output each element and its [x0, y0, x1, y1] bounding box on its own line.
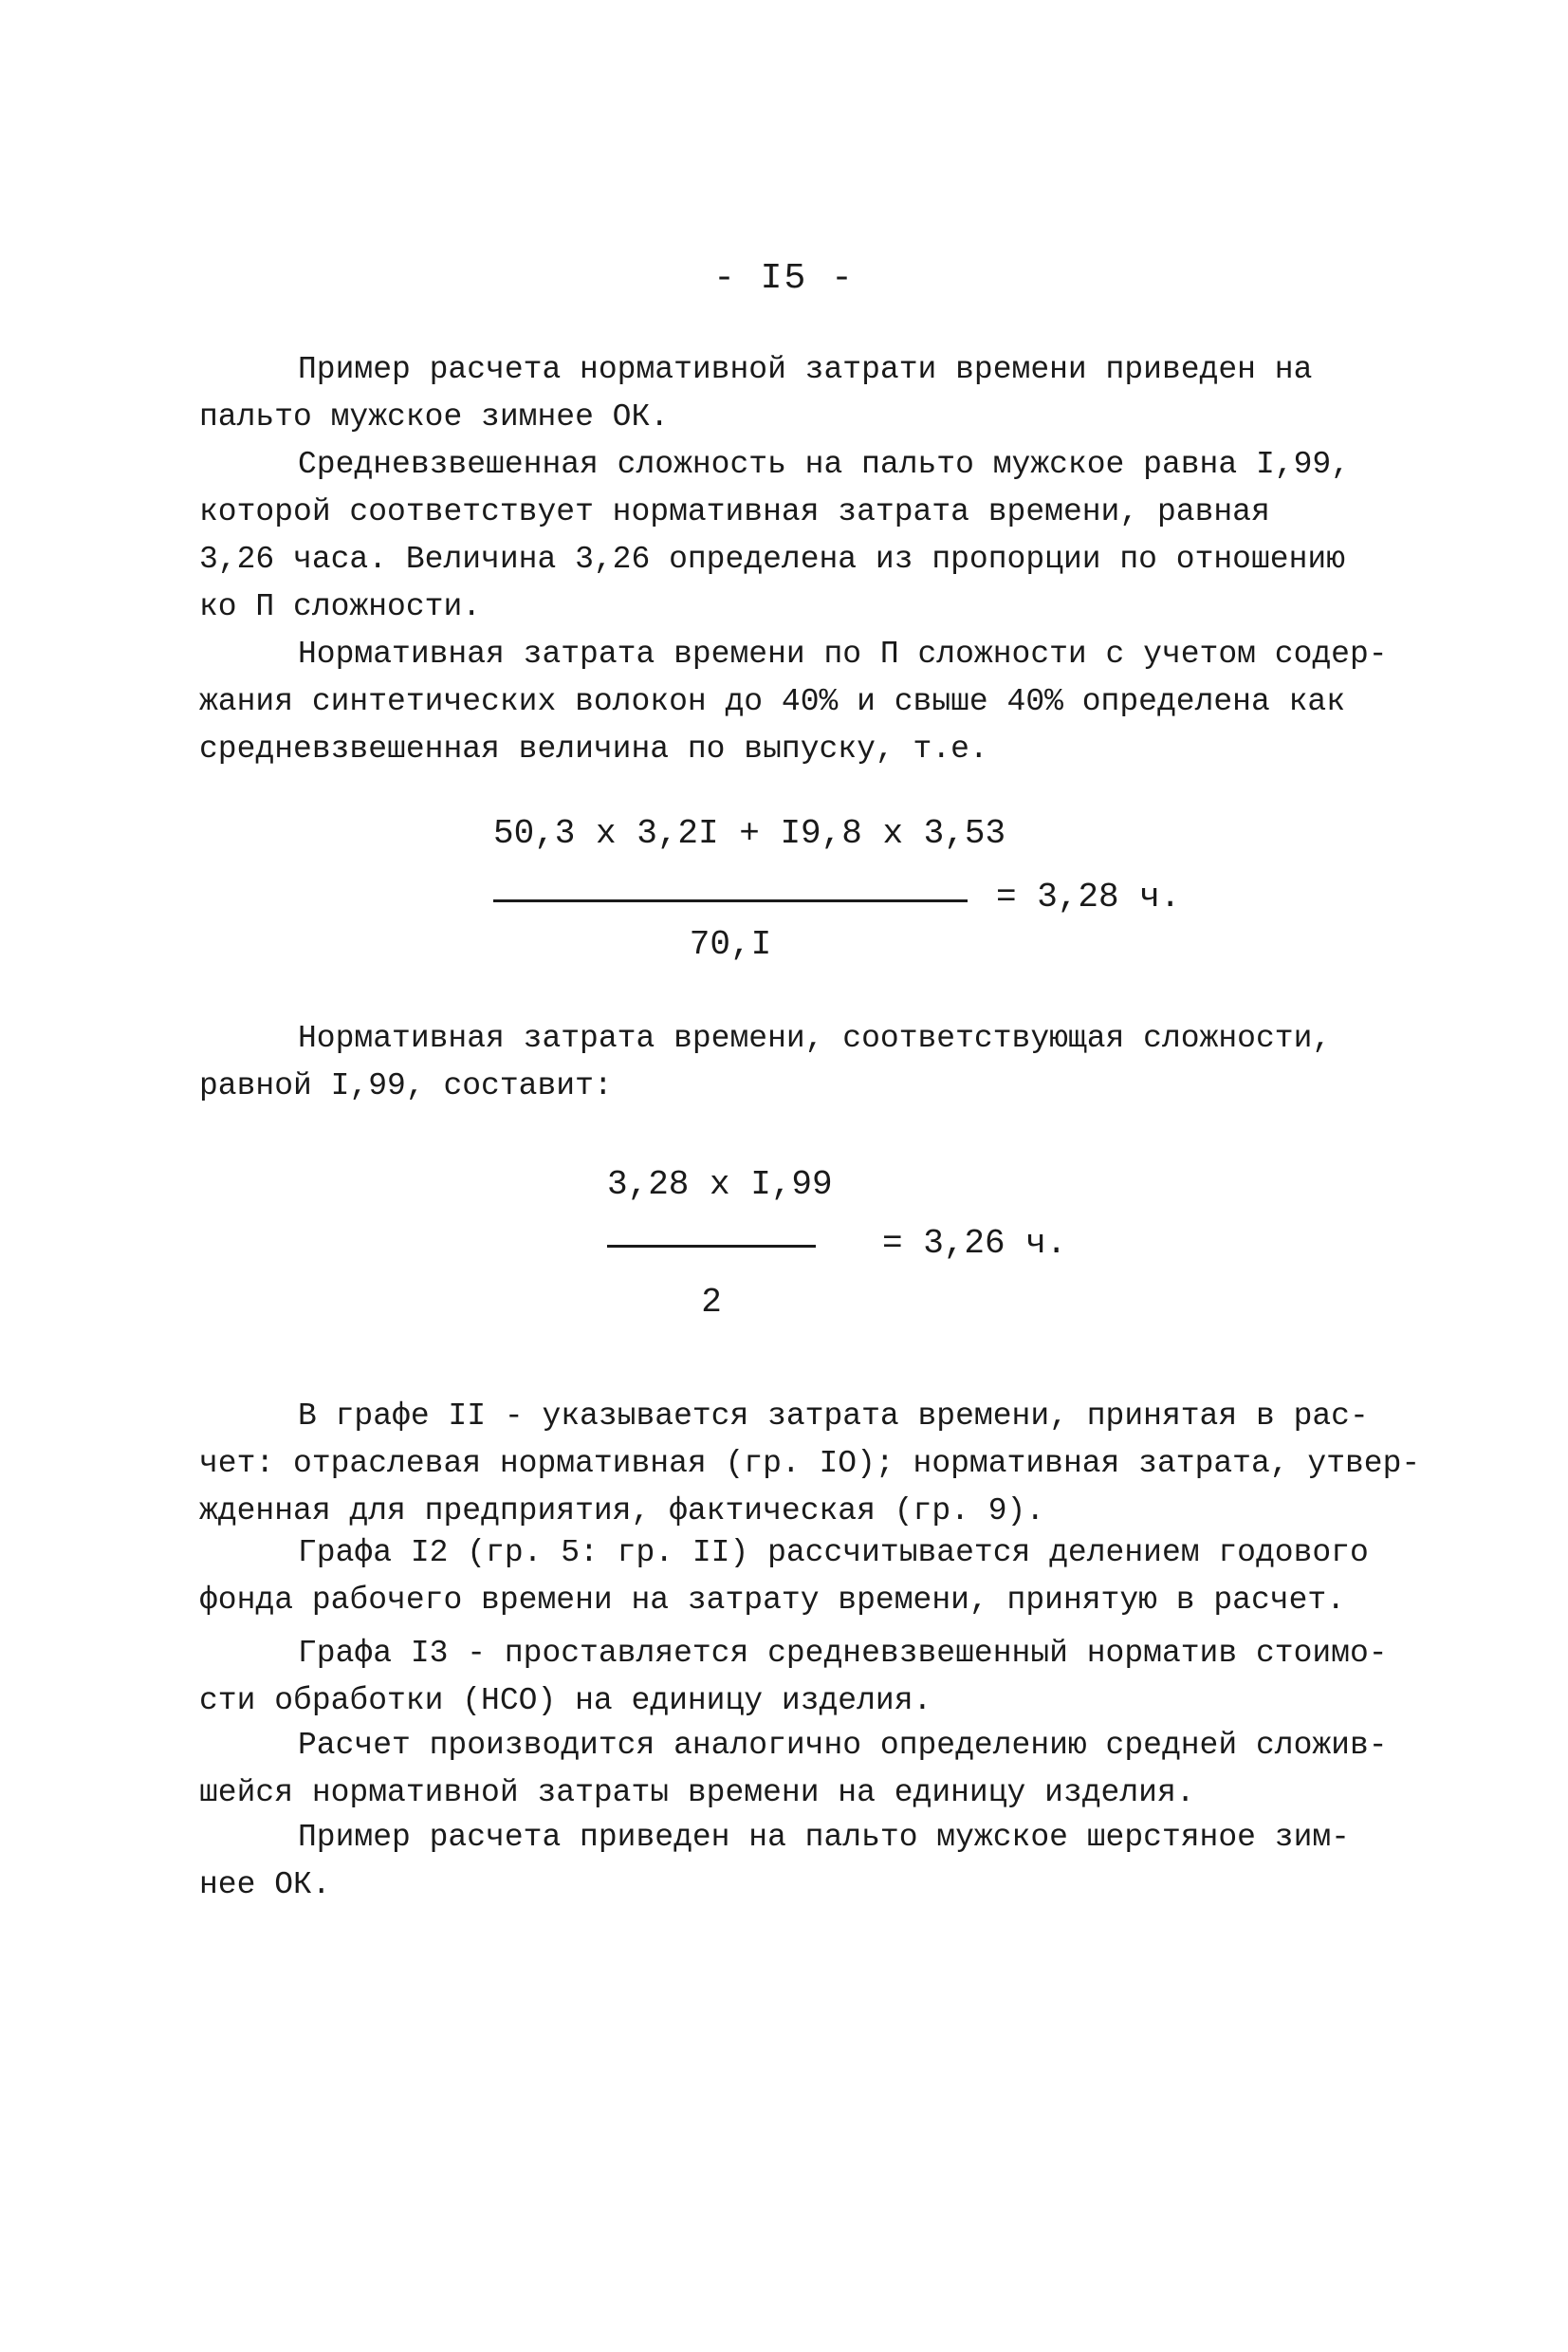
text-line: шейся нормативной затраты времени на единицу изделия.	[199, 1775, 1195, 1810]
text-line: чет: отраслевая нормативная (гр. IO); нормативная затрата, утвер-	[199, 1446, 1421, 1481]
text-line: Пример расчета нормативной затрати времени приведен на	[298, 352, 1313, 387]
fraction-bar	[607, 1245, 816, 1248]
text-line: Пример расчета приведен на пальто мужское шерстяное зим-	[298, 1820, 1350, 1855]
text-line: пальто мужское зимнее ОК.	[199, 399, 670, 435]
text-line: сти обработки (НСО) на единицу изделия.	[199, 1683, 932, 1718]
paragraph-example-intro	[199, 346, 1375, 441]
formula-denominator: 70,I	[689, 925, 772, 964]
text-line: ко П сложности.	[199, 589, 482, 624]
formula-result: = 3,28 ч.	[996, 878, 1181, 917]
text-line: Графа I3 - проставляется средневзвешенный норматив стоимо-	[298, 1636, 1388, 1671]
text-line: средневзвешенная величина по выпуску, т.е.	[199, 732, 988, 767]
paragraph-column-12	[199, 1529, 1375, 1624]
text-line: В графе II - указывается затрата времени, принятая в рас-	[298, 1398, 1369, 1434]
paragraph-calculation-method	[199, 1722, 1388, 1817]
text-line: Нормативная затрата времени по П сложности с учетом содер-	[298, 637, 1388, 672]
fraction-bar	[493, 899, 968, 902]
text-line: фонда рабочего времени на затрату времени, принятую в расчет.	[199, 1583, 1345, 1618]
text-line: нее ОК.	[199, 1867, 331, 1902]
paragraph-weighted-complexity	[199, 441, 1375, 631]
formula-numerator: 3,28 x I,99	[607, 1165, 833, 1204]
text-line: Графа I2 (гр. 5: гр. II) рассчитывается делением годового	[298, 1535, 1369, 1570]
paragraph-normative-time	[199, 631, 1388, 773]
paragraph-time-for-complexity	[199, 1015, 1375, 1110]
page-number: - I5 -	[713, 258, 855, 299]
text-line: равной I,99, составит:	[199, 1068, 613, 1103]
paragraph-example-calculation	[199, 1814, 1375, 1909]
text-line: 3,26 часа. Величина 3,26 определена из пропорции по отношению	[199, 542, 1345, 577]
paragraph-column-11	[199, 1393, 1421, 1535]
text-line: Нормативная затрата времени, соответствующая сложности,	[298, 1021, 1332, 1056]
formula-denominator: 2	[701, 1283, 722, 1322]
text-line: жания синтетических волокон до 40% и свыше 40% определена как	[199, 684, 1345, 719]
paragraph-column-13	[199, 1630, 1388, 1725]
formula-numerator: 50,3 x 3,2I + I9,8 x 3,53	[493, 814, 1006, 853]
text-line: жденная для предприятия, фактическая (гр. 9).	[199, 1493, 1045, 1528]
text-line: которой соответствует нормативная затрата времени, равная	[199, 494, 1270, 529]
formula-result: = 3,26 ч.	[882, 1224, 1067, 1263]
text-line: Расчет производится аналогично определению средней сложив-	[298, 1728, 1388, 1763]
text-line: Средневзвешенная сложность на пальто мужское равна I,99,	[298, 447, 1350, 482]
